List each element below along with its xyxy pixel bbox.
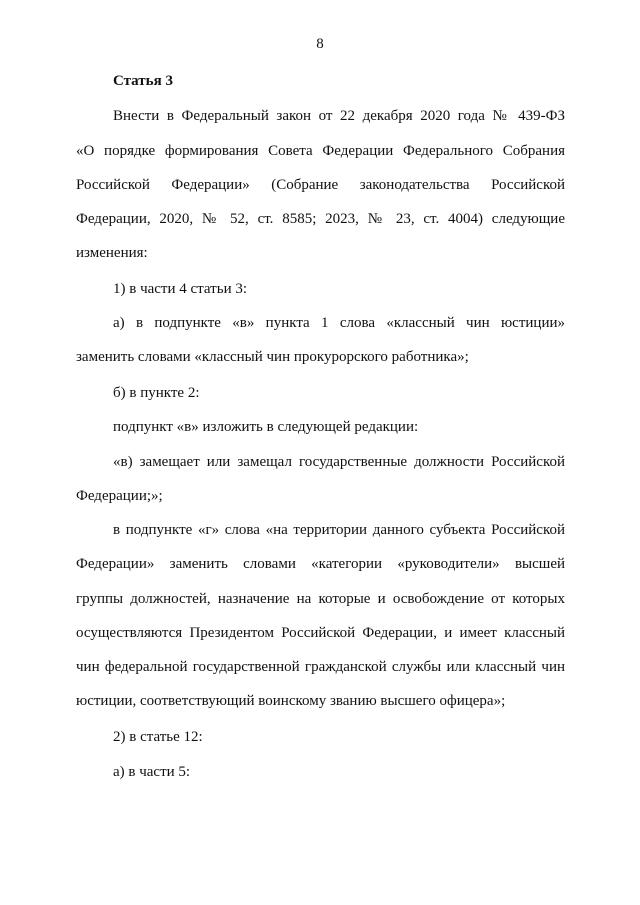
paragraph-line: а) в подпункте «в» пункта 1 слова «классный чин юстиции» xyxy=(113,315,565,331)
paragraph-line: подпункт «в» изложить в следующей редакции: xyxy=(113,419,419,435)
paragraph-line: б) в пункте 2: xyxy=(113,385,200,401)
paragraph-line: заменить словами «классный чин прокурорского работника»; xyxy=(76,349,469,365)
paragraph-line: изменения: xyxy=(76,245,148,261)
paragraph-line: Федерации, 2020, № 52, ст. 8585; 2023, № 23, ст. 4004) следующие xyxy=(76,211,565,227)
paragraph-line: «в) замещает или замещал государственные должности Российской xyxy=(113,454,565,470)
paragraph-line: группы должностей, назначение на которые и освобождение от которых xyxy=(76,591,565,607)
paragraph-line: Внести в Федеральный закон от 22 декабря 2020 года № 439-ФЗ xyxy=(113,108,565,124)
paragraph-line: «О порядке формирования Совета Федерации Федерального Собрания xyxy=(76,143,565,159)
paragraph-line: Федерации» заменить словами «категории «руководители» высшей xyxy=(76,556,565,572)
paragraph-line: осуществляются Президентом Российской Федерации, и имеет классный xyxy=(76,625,565,641)
article-heading: Статья 3 xyxy=(113,73,173,89)
page-number: 8 xyxy=(316,36,324,52)
paragraph-line: в подпункте «г» слова «на территории данного субъекта Российской xyxy=(113,522,565,538)
paragraph-line: 2) в статье 12: xyxy=(113,729,203,745)
paragraph-line: Российской Федерации» (Собрание законодательства Российской xyxy=(76,177,565,193)
paragraph-line: а) в части 5: xyxy=(113,764,191,780)
paragraph-line: 1) в части 4 статьи 3: xyxy=(113,281,248,297)
paragraph-line: чин федеральной государственной гражданской службы или классный чин xyxy=(76,659,565,675)
paragraph-line: юстиции, соответствующий воинскому званию высшего офицера»; xyxy=(76,693,506,709)
paragraph-line: Федерации;»; xyxy=(76,488,163,504)
